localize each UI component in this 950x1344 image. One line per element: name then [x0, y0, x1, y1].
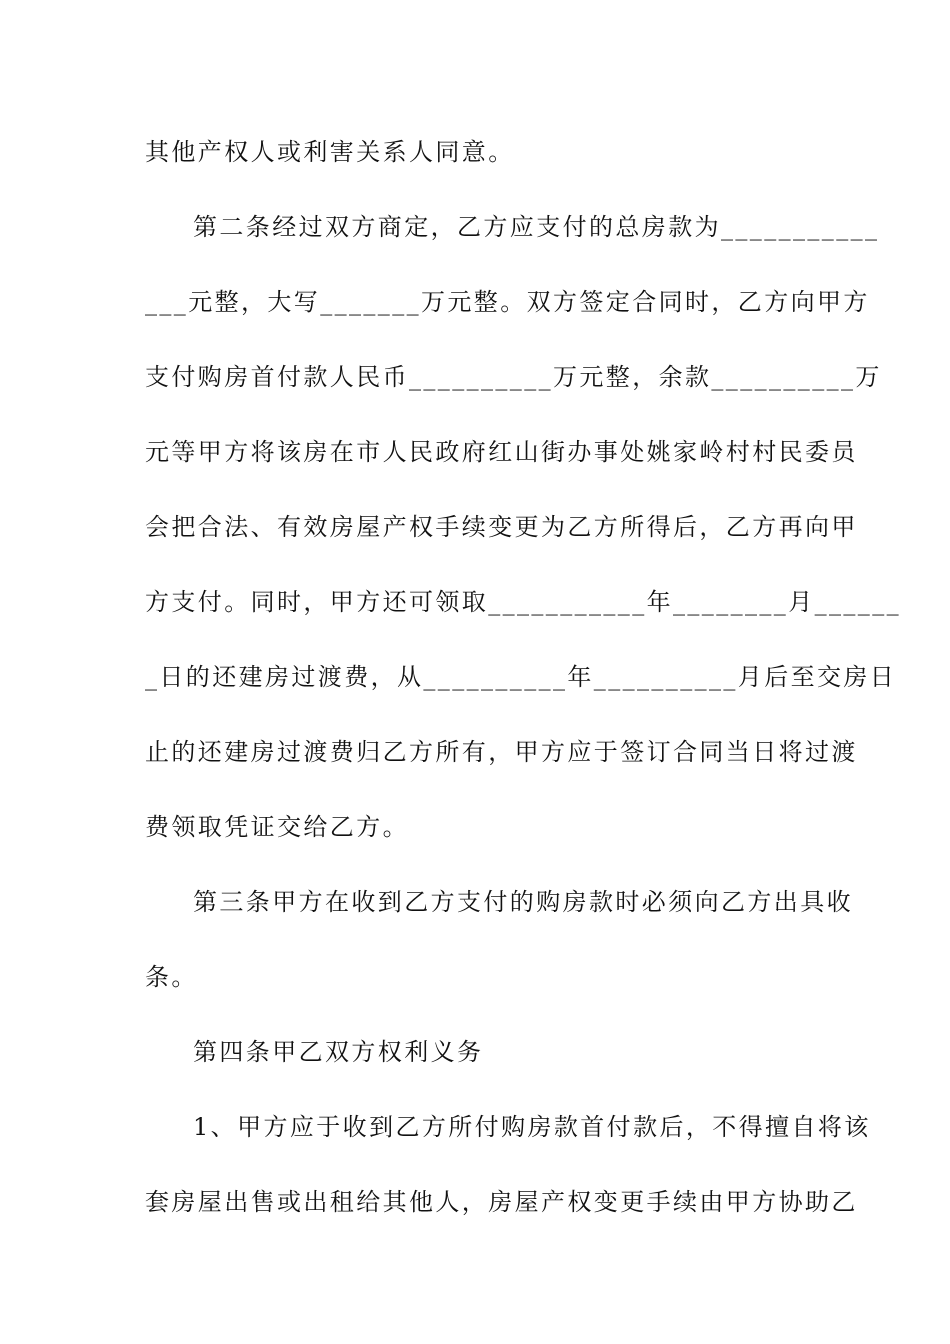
text-line: 费领取凭证交给乙方。 [145, 813, 409, 841]
text-line: ___元整，大写_______万元整。双方签定合同时，乙方向甲方 [145, 288, 870, 316]
article-2-line: 第二条经过双方商定，乙方应支付的总房款为___________ [193, 213, 880, 241]
clause-1-line: 1、甲方应于收到乙方所付购房款首付款后，不得擅自将该 [193, 1113, 871, 1141]
text-line: 元等甲方将该房在市人民政府红山街办事处姚家岭村村民委员 [145, 438, 858, 466]
text-line: 其他产权人或利害关系人同意。 [145, 138, 515, 166]
text-line: 支付购房首付款人民币__________万元整，余款__________万 [145, 363, 882, 391]
article-4-heading: 第四条甲乙双方权利义务 [193, 1038, 484, 1066]
article-3-line: 第三条甲方在收到乙方支付的购房款时必须向乙方出具收 [193, 888, 853, 916]
text-line: 会把合法、有效房屋产权手续变更为乙方所得后，乙方再向甲 [145, 513, 858, 541]
text-line: 套房屋出售或出租给其他人，房屋产权变更手续由甲方协助乙 [145, 1188, 858, 1216]
text-line: 止的还建房过渡费归乙方所有，甲方应于签订合同当日将过渡 [145, 738, 858, 766]
text-line: 方支付。同时，甲方还可领取___________年________月______ [145, 588, 901, 616]
text-line: _日的还建房过渡费，从__________年__________月后至交房日 [145, 663, 897, 691]
text-line: 条。 [145, 963, 198, 991]
